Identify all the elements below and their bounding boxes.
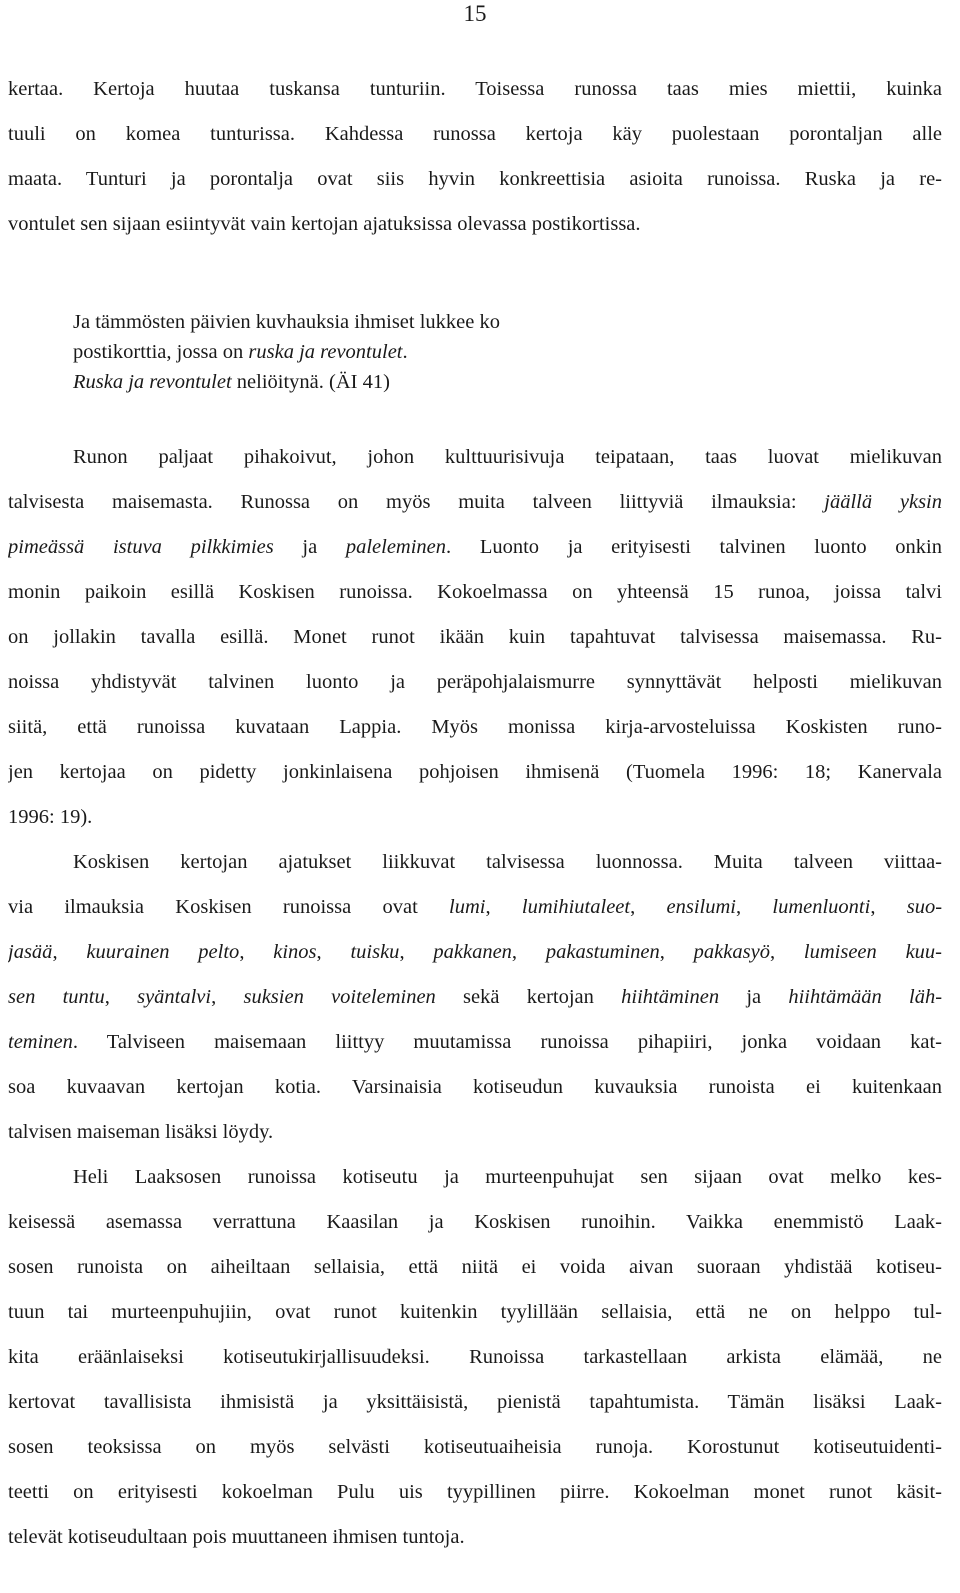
text-run: Heli Laaksosen runoissa kotiseutu ja murteenpuhujat sen sijaan ovat melko kes- [73,1166,942,1188]
italic-text: ruska ja revontulet [248,341,403,363]
text-run: noissa yhdistyvät talvinen luonto ja peräpohjalaismurre synnyttävät helposti mielikuvan [8,671,942,693]
italic-text: jasää [8,941,53,963]
text-line [8,930,942,975]
text-run: jen kertojaa on pidetty jonkinlaisena pohjoisen ihmisenä (Tuomela 1996: 18; Kanervala [8,761,942,783]
italic-text: sen tuntu [8,986,105,1008]
text-line [8,885,942,930]
text-line [8,1065,942,1110]
italic-text: hiihtäminen [621,986,720,1008]
italic-text: Ruska ja revontulet [73,371,232,393]
italic-text: pakkanen [433,941,512,963]
text-run: tuuli on komea tunturissa. Kahdessa runossa kertoja käy puolestaan porontaljan alle [8,123,942,145]
text-line [8,112,942,157]
text-run: keisessä asemassa verrattuna Kaasilan ja Koskisen runoihin. Vaikka enemmistö Laak- [8,1211,942,1233]
text-line [8,1515,942,1560]
text-run: , [511,941,546,963]
text-run: , [52,941,87,963]
text-run: , [735,896,773,918]
text-line [8,840,942,885]
italic-text: lumenluonti [772,896,871,918]
text-run: 1996: 19). [8,806,93,828]
text-run: , [211,986,244,1008]
block-quote [73,307,773,397]
text-run: , [630,896,667,918]
text-line [8,795,942,840]
italic-text: pakkasyö [693,941,770,963]
text-run: teetti on erityisesti kokoelman Pulu uis tyypillinen piirre. Kokoelman monet runot käsit- [8,1481,942,1503]
text-run: ja [273,536,346,558]
italic-text: pimeässä istuva pilkkimies [8,536,274,558]
text-run: sosen teoksissa on myös selvästi kotiseutuaiheisia runoja. Korostunut kotiseutuidenti- [8,1436,942,1458]
text-line [8,1020,942,1065]
text-run: kertaa. Kertoja huutaa tuskansa tunturiin. Toisessa runossa taas mies miettii, kuinka [8,78,942,100]
text-run: on jollakin tavalla esillä. Monet runot ikään kuin tapahtuvat talvisessa maisemassa. Ru- [8,626,942,648]
text-line [8,660,942,705]
text-run: . Luonto ja erityisesti talvinen luonto onkin [446,536,942,558]
text-run: . Talviseen maisemaan liittyy muutamissa runoissa pihapiiri, jonka voidaan kat- [72,1031,942,1053]
text-run: sekä kertojan [435,986,622,1008]
text-run: monin paikoin esillä Koskisen runoissa. Kokoelmassa on yhteensä 15 runoa, joissa talvi [8,581,942,603]
text-run: maata. Tunturi ja porontalja ovat siis hyvin konkreettisia asioita runoissa. Ruska ja re- [8,168,942,190]
italic-text: teminen [8,1031,73,1053]
text-line [73,367,773,397]
text-run: , [769,941,804,963]
italic-text: hiihtämään läh- [788,986,942,1008]
italic-text: jäällä yksin [824,491,942,513]
text-line [8,157,942,202]
text-run: vontulet sen sijaan esiintyvät vain kertojan ajatuksissa olevassa postikortissa. [8,213,641,235]
intro-paragraph [8,67,942,247]
text-line [8,975,942,1020]
italic-text: kinos [273,941,317,963]
text-run: neliöitynä. (ÄI 41) [231,371,390,393]
text-run: tuun tai murteenpuhujiin, ovat runot kuitenkin tyylillään sellaisia, että ne on helppo tul- [8,1301,942,1323]
text-line [8,67,942,112]
text-run: talvisesta maisemasta. Runossa on myös muita talveen liittyviä ilmauksia: [8,491,825,513]
page-number: 15 [463,1,487,26]
text-run: , [399,941,434,963]
text-line [8,435,942,480]
text-line [8,1200,942,1245]
text-line [73,307,773,337]
text-line [8,1110,942,1155]
text-line [8,1470,942,1515]
text-run: sosen runoista on aiheiltaan sellaisia, että niitä ei voida aivan suoraan yhdistää kotiseu- [8,1256,942,1278]
text-run: Koskisen kertojan ajatukset liikkuvat talvisessa luonnossa. Muita talveen viittaa- [73,851,942,873]
text-line [8,615,942,660]
text-line [8,1335,942,1380]
text-line [73,337,773,367]
text-line [8,750,942,795]
text-run: ja [719,986,789,1008]
text-run: kita eräänlaiseksi kotiseutukirjallisuudeksi. Runoissa tarkastellaan arkista elämää, ne [8,1346,942,1368]
text-line [8,525,942,570]
italic-text: tuisku [350,941,400,963]
italic-text: suo- [906,896,942,918]
italic-text: ensilumi [666,896,736,918]
text-run: via ilmauksia Koskisen runoissa ovat [8,896,450,918]
italic-text: lumihiutaleet [521,896,631,918]
text-run: Runon paljaat pihakoivut, johon kulttuurisivuja teipataan, taas luovat mielikuvan [73,446,942,468]
text-run: Ja tämmösten päivien kuvhauksia ihmiset lukkee ko [73,311,500,333]
text-line [8,1380,942,1425]
text-line [8,1290,942,1335]
text-line [8,202,942,247]
text-run: talvisen maiseman lisäksi löydy. [8,1121,274,1143]
text-run: televät kotiseudultaan pois muuttaneen ihmisen tuntoja. [8,1526,465,1548]
italic-text: lumi [449,896,486,918]
text-run: , [104,986,138,1008]
text-run: , [659,941,694,963]
text-run: kertovat tavallisista ihmisistä ja yksittäisistä, pienistä tapahtumista. Tämän lisäksi Laak- [8,1391,942,1413]
italic-text: suksien voiteleminen [243,986,436,1008]
text-run: soa kuvaavan kertojan kotia. Varsinaisia kotiseudun kuvauksia runoista ei kuitenkaan [8,1076,942,1098]
text-run: siitä, että runoissa kuvataan Lappia. Myös monissa kirja-arvosteluissa Koskisten runo- [8,716,942,738]
italic-text: paleleminen [345,536,447,558]
text-run: , [239,941,274,963]
text-run: , [485,896,522,918]
text-run: , [870,896,907,918]
text-run: , [316,941,351,963]
text-line [8,1155,942,1200]
text-line [8,1245,942,1290]
italic-text: kuurainen pelto [86,941,240,963]
italic-text: lumiseen kuu- [803,941,942,963]
text-run: . [402,341,408,363]
body-text [8,435,942,1560]
text-line [8,705,942,750]
text-line [8,480,942,525]
text-line [8,1425,942,1470]
text-run: postikorttia, jossa on [73,341,249,363]
italic-text: syäntalvi [137,986,212,1008]
text-line [8,570,942,615]
italic-text: pakastuminen [545,941,660,963]
